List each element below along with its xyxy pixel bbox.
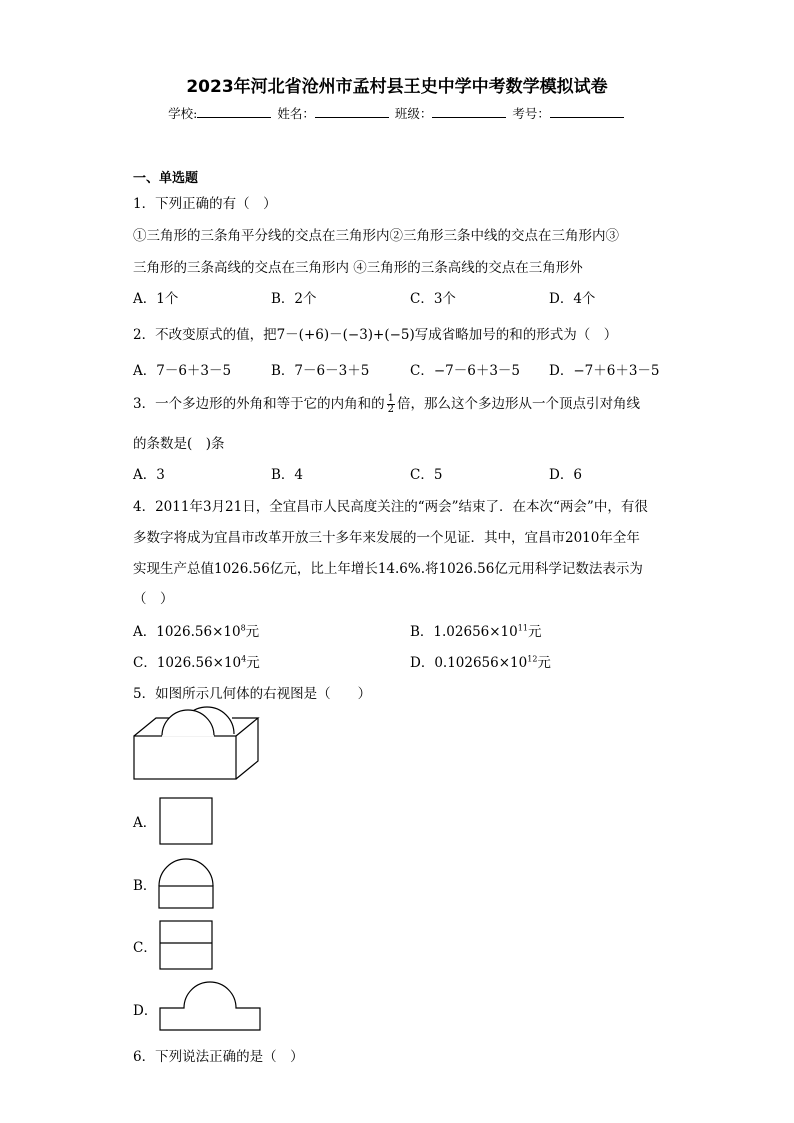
q4-option-c[interactable] (133, 651, 260, 671)
class-label: 班级： (394, 106, 433, 121)
q3-option-d[interactable]: D．6 (549, 467, 582, 483)
q4-option-b[interactable] (410, 620, 541, 640)
q3-stem (133, 392, 640, 415)
q4-line4: （ ） (133, 591, 174, 607)
section-heading: 一、单选题 (133, 171, 199, 186)
q3-fraction (387, 394, 395, 415)
q2-option-c[interactable]: C．−7－6＋3－5 (410, 363, 520, 379)
fraction-numerator: 1 (387, 393, 394, 404)
q3-option-c[interactable]: C．5 (410, 467, 443, 483)
q1-option-b[interactable]: B．2个 (271, 291, 317, 307)
q6-stem: 6．下列说法正确的是（ ） (133, 1049, 304, 1065)
q2-option-d[interactable]: D．−7＋6＋3－5 (549, 363, 660, 379)
q5-option-a-label[interactable]: A． (133, 815, 157, 831)
school-label: 学校: (168, 106, 198, 121)
q3-stem-b: 倍，那么这个多边形从一个顶点引对角线 (396, 396, 640, 412)
q3-stem-a: 3．一个多边形的外角和等于它的内角和的 (133, 396, 385, 412)
exam-no-blank[interactable] (550, 105, 624, 118)
option-base: A．1026.56×10 (133, 624, 241, 640)
option-unit: 元 (245, 624, 260, 640)
fraction-denominator: 2 (387, 404, 394, 415)
school-blank[interactable] (197, 105, 271, 118)
q2-stem: 2．不改变原式的值，把7－(+6)－(−3)+(−5)写成省略加号的和的形式为（ ） (133, 327, 618, 343)
q5-option-d-figure[interactable] (157, 980, 263, 1032)
page-title: 2023年河北省沧州市孟村县王史中学中考数学模拟试卷 (186, 77, 608, 97)
option-base: C．1026.56×10 (133, 655, 242, 671)
q4-line2: 多数字将成为宜昌市改革开放三十多年来发展的一个见证．其中，宜昌市2010年全年 (133, 530, 640, 546)
q1-option-d[interactable]: D．4个 (549, 291, 596, 307)
q4-option-a[interactable] (133, 620, 259, 640)
class-blank[interactable] (432, 105, 506, 118)
q5-option-c-label[interactable]: C． (133, 940, 157, 956)
name-blank[interactable] (315, 105, 389, 118)
q5-solid-figure (130, 706, 265, 784)
q1-stem: 1．下列正确的有（ ） (133, 196, 277, 212)
q5-option-a-figure[interactable] (158, 796, 214, 846)
option-exponent: 11 (517, 623, 528, 633)
q4-line1: 4．2011年3月21日，全宜昌市人民高度关注的“两会”结束了．在本次“两会”中，有很 (133, 499, 648, 515)
option-unit: 元 (527, 624, 542, 640)
q1-line2: 三角形的三条高线的交点在三角形内 ④三角形的三条高线的交点在三角形外 (133, 260, 583, 276)
q3-line2: 的条数是( )条 (133, 436, 225, 452)
option-exponent: 12 (527, 654, 538, 664)
exam-no-label: 考号： (512, 106, 550, 121)
q5-stem: 5．如图所示几何体的右视图是（ ） (133, 686, 372, 702)
q4-option-d[interactable] (410, 651, 551, 671)
option-unit: 元 (537, 655, 551, 671)
q1-line1: ①三角形的三条角平分线的交点在三角形内②三角形三条中线的交点在三角形内③ (133, 228, 619, 244)
option-unit: 元 (246, 655, 260, 671)
q3-option-a[interactable]: A．3 (133, 467, 165, 483)
q3-option-b[interactable]: B．4 (271, 467, 304, 483)
q2-option-b[interactable]: B．7－6－3＋5 (271, 363, 370, 379)
student-info-line (0, 104, 794, 122)
q5-option-d-label[interactable]: D． (133, 1003, 158, 1019)
option-base: D．0.102656×10 (410, 655, 528, 671)
option-exponent: 8 (240, 623, 246, 633)
q2-option-a[interactable]: A．7－6＋3－5 (133, 363, 232, 379)
q5-option-c-figure[interactable] (158, 919, 214, 971)
name-label: 姓名： (277, 106, 315, 121)
q5-option-b-figure[interactable] (156, 856, 216, 910)
option-exponent: 4 (241, 654, 247, 664)
q1-option-c[interactable]: C．3个 (410, 291, 456, 307)
q5-option-b-label[interactable]: B． (133, 878, 157, 894)
q1-option-a[interactable]: A．1个 (133, 291, 179, 307)
q4-line3: 实现生产总值1026.56亿元，比上年增长14.6%.将1026.56亿元用科学记数法表示为 (133, 561, 643, 577)
option-base: B．1.02656×10 (410, 624, 518, 640)
